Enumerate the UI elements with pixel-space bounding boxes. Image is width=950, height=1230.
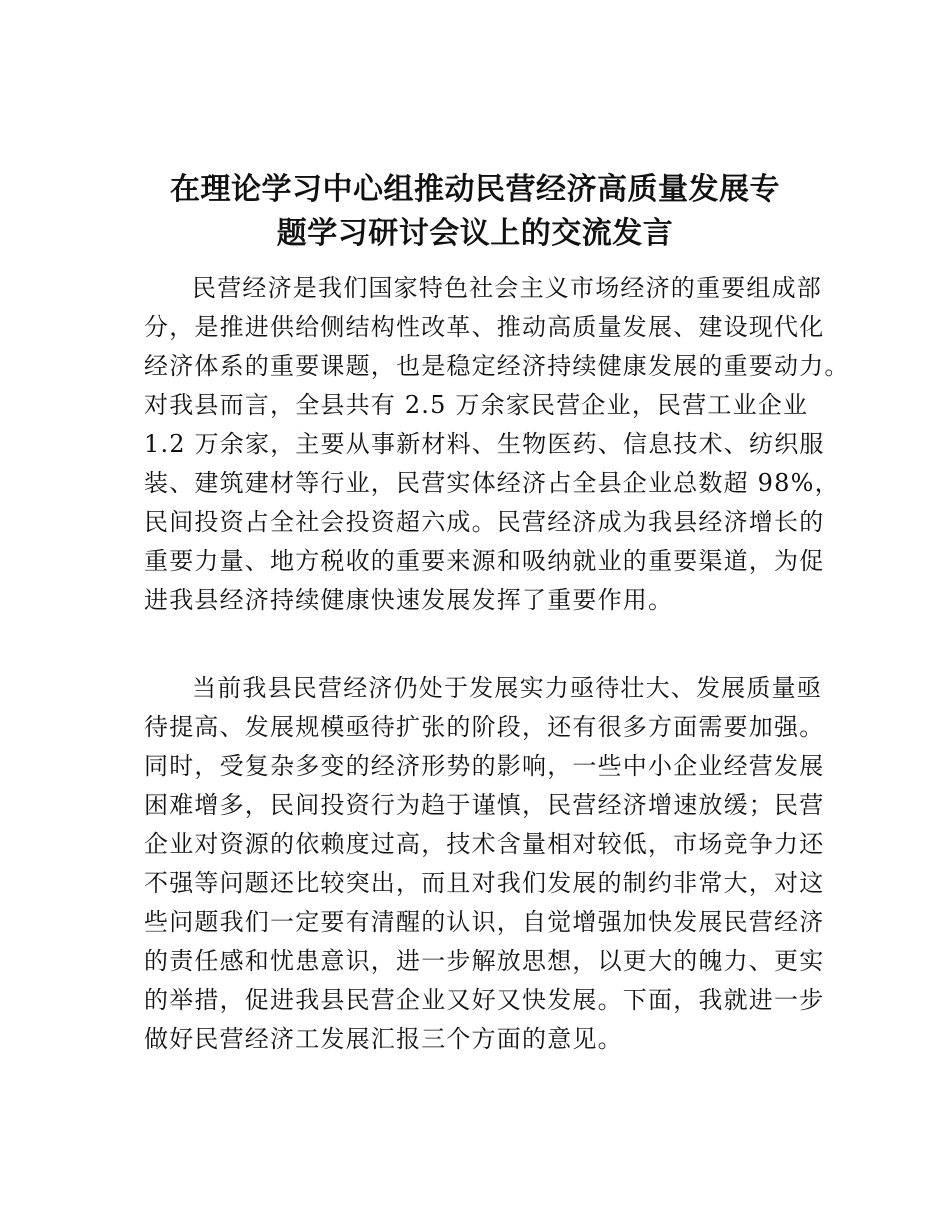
title-line: 在理论学习中心组推动民营经济高质量发展专 — [170, 172, 780, 207]
text-line: 做好民营经济工发展汇报三个方面的意见。 — [144, 1025, 623, 1053]
text-line: 些问题我们一定要有清醒的认识，自觉增强加快发展民营经济 — [144, 908, 825, 936]
text-line: 重要力量、地方税收的重要来源和吸纳就业的重要渠道，为促 — [144, 547, 825, 575]
document-title — [120, 168, 830, 256]
text-line: 民间投资占全社会投资超六成。民营经济成为我县经济增长的 — [144, 508, 825, 536]
text-line: 的责任感和忧患意识，进一步解放思想，以更大的魄力、更实 — [144, 947, 825, 975]
text-line: 不强等问题还比较突出，而且对我们发展的制约非常大，对这 — [144, 869, 825, 897]
text-line: 企业对资源的依赖度过高，技术含量相对较低，市场竞争力还 — [144, 830, 825, 858]
text-line: 装、建筑建材等行业，民营实体经济占全县企业总数超 98%， — [144, 469, 840, 497]
text-line: 1.2 万余家，主要从事新材料、生物医药、信息技术、纺织服 — [144, 430, 825, 458]
text-line: 的举措，促进我县民营企业又好又快发展。下面，我就进一步 — [144, 986, 825, 1014]
text-line: 进我县经济持续健康快速发展发挥了重要作用。 — [144, 586, 674, 614]
title-line: 题学习研讨会议上的交流发言 — [276, 216, 674, 251]
text-line: 经济体系的重要课题，也是稳定经济持续健康发展的重要动力。 — [144, 352, 850, 380]
body-paragraph — [144, 669, 825, 1059]
text-line: 当前我县民营经济仍处于发展实力亟待壮大、发展质量亟 — [192, 674, 822, 702]
text-line: 对我县而言，全县共有 2.5 万余家民营企业，民营工业企业 — [144, 391, 809, 419]
text-line: 分，是推进供给侧结构性改革、推动高质量发展、建设现代化 — [144, 313, 825, 341]
text-line: 民营经济是我们国家特色社会主义市场经济的重要组成部 — [192, 274, 822, 302]
text-line: 同时，受复杂多变的经济形势的影响，一些中小企业经营发展 — [144, 752, 825, 780]
body-paragraph — [144, 269, 850, 620]
text-line: 待提高、发展规模亟待扩张的阶段，还有很多方面需要加强。 — [144, 713, 825, 741]
text-line: 困难增多，民间投资行为趋于谨慎，民营经济增速放缓；民营 — [144, 791, 825, 819]
